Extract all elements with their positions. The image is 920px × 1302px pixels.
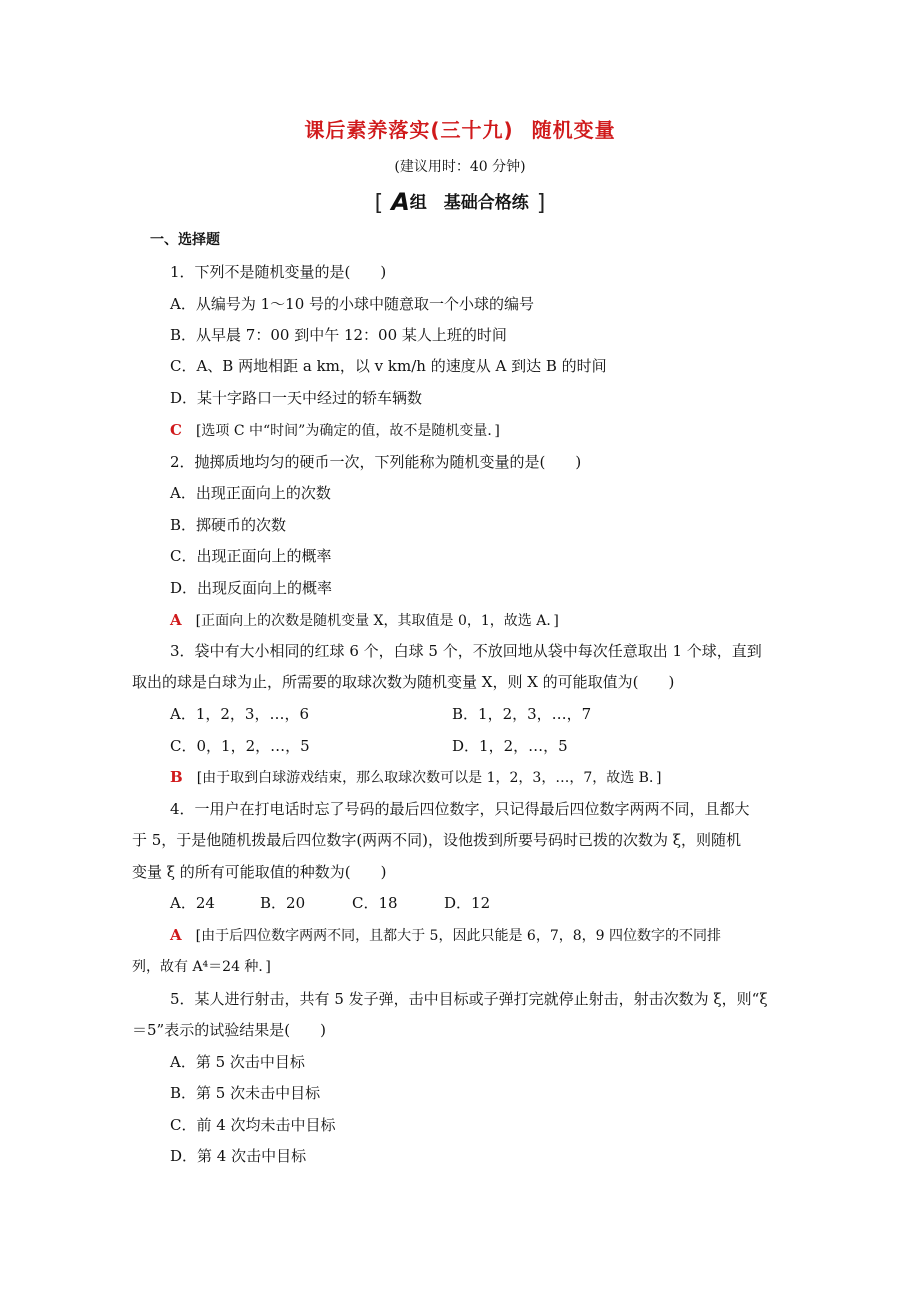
q5-stem-line1: 5．某人进行射击，共有 5 发子弹，击中目标或子弹打完就停止射击，射击次数为 ξ，则“ξ — [170, 990, 768, 1008]
page-title — [0, 114, 920, 143]
time-suggestion: (建议用时：40 分钟) — [394, 159, 526, 175]
q4-stem-line1: 4．一用户在打电话时忘了号码的最后四位数字，只记得最后四位数字两两不同，且都大 — [170, 800, 750, 818]
q5-option-a: A．第 5 次击中目标 — [170, 1053, 305, 1071]
q3-stem-line2: 取出的球是白球为止，所需要的取球次数为随机变量 X，则 X 的可能取值为( ) — [132, 673, 675, 691]
q3-option-a: A．1，2，3，…，6 — [170, 705, 310, 723]
group-title: 组 基础合格练 — [409, 193, 529, 213]
q5-stem-line2: ＝5”表示的试验结果是( ) — [132, 1021, 326, 1039]
q3-option-b: B．1，2，3，…，7 — [452, 705, 592, 723]
q1-answer: C — [170, 421, 182, 439]
q4-option-b: B．20 — [260, 894, 306, 912]
q4-stem-line2: 于 5，于是他随机拨最后四位数字(两两不同)，设他拨到所要号码时已拨的次数为 ξ，则随机 — [132, 831, 742, 849]
q5-option-c: C．前 4 次均未击中目标 — [170, 1116, 336, 1134]
q4-stem-line3: 变量 ξ 的所有可能取值的种数为( ) — [132, 863, 387, 881]
q3-solution: [由于取到白球游戏结束，那么取球次数可以是 1，2，3，…，7，故选 B．] — [196, 770, 662, 786]
q4-solution-line2: 列，故有 A⁴＝24 种．] — [132, 959, 271, 975]
q1-option-d: D．某十字路口一天中经过的轿车辆数 — [170, 389, 423, 407]
q1-solution: [选项 C 中“时间”为确定的值，故不是随机变量．] — [195, 423, 500, 439]
q4-answer-line — [170, 925, 721, 946]
q1-option-b: B．从早晨 7：00 到中午 12：00 某人上班的时间 — [170, 326, 507, 344]
q1-answer-line — [170, 420, 500, 441]
q1-stem: 1．下列不是随机变量的是( ) — [170, 263, 387, 281]
q2-option-a: A．出现正面向上的次数 — [170, 484, 331, 502]
part-heading: 一、选择题 — [150, 232, 220, 248]
q3-answer: B — [170, 768, 183, 786]
banner-close-bracket: ] — [536, 191, 546, 216]
q2-option-c: C．出现正面向上的概率 — [170, 547, 332, 565]
q1-option-a: A．从编号为 1～10 号的小球中随意取一个小球的编号 — [170, 295, 535, 313]
q5-option-b: B．第 5 次未击中目标 — [170, 1084, 321, 1102]
q3-option-c: C．0，1，2，…，5 — [170, 737, 310, 755]
q3-option-d: D．1，2，…，5 — [452, 737, 568, 755]
q4-solution-line1: [由于后四位数字两两不同，且都大于 5，因此只能是 6，7，8，9 四位数字的不同排 — [195, 928, 721, 944]
q4-answer: A — [170, 926, 182, 944]
q4-option-d: D．12 — [444, 894, 491, 912]
q2-option-d: D．出现反面向上的概率 — [170, 579, 333, 597]
q4-option-a: A．24 — [170, 894, 215, 912]
q3-stem-line1: 3．袋中有大小相同的红球 6 个，白球 5 个，不放回地从袋中每次任意取出 1 个球，直到 — [170, 642, 762, 660]
q2-option-b: B．掷硬币的次数 — [170, 516, 287, 534]
q1-option-c: C．A、B 两地相距 a km，以 v km/h 的速度从 A 到达 B 的时间 — [170, 357, 607, 375]
q2-answer: A — [170, 611, 182, 629]
title-topic: 随机变量 — [531, 118, 616, 142]
q3-answer-line — [170, 767, 661, 788]
group-letter: A — [391, 188, 410, 216]
title-main: 课后素养落实(三十九) — [304, 118, 514, 142]
q2-answer-line — [170, 610, 559, 631]
q5-option-d: D．第 4 次击中目标 — [170, 1147, 307, 1165]
q2-stem: 2．抛掷质地均匀的硬币一次，下列能称为随机变量的是( ) — [170, 453, 582, 471]
section-banner — [0, 188, 920, 216]
q4-option-c: C．18 — [352, 894, 398, 912]
banner-open-bracket: [ — [374, 191, 384, 216]
q2-solution: [正面向上的次数是随机变量 X，其取值是 0，1，故选 A．] — [195, 613, 559, 629]
